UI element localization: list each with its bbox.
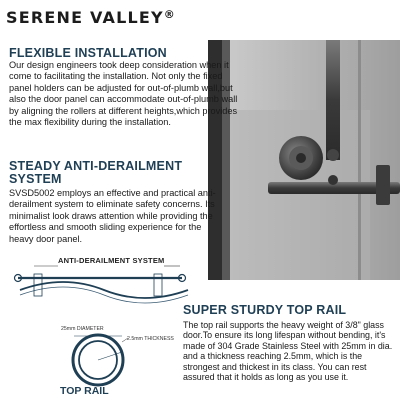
registered-mark: ® (163, 8, 176, 21)
brand-name: SERENE VALLEY (6, 8, 164, 27)
top-rail-body: The top rail supports the heavy weight of 3/8" glass door.To ensure its long lifespan without bending, it's made of 304 Grade Stainless Steel with 25mm in dia. and a thickness reaching 2.5mm, which is the strongest and thickest in its class. You can rest assured that it holds as long as you use it. (183, 320, 393, 383)
diameter-label: 25mm DIAMETER (61, 326, 104, 332)
top-rail-title: SUPER STURDY TOP RAIL (183, 303, 347, 317)
flexible-installation-body: Our design engineers took deep consideration when it come to facilitating the installation. Not only the fixed panel holders can be adjusted for out-of-plumb wall,but also the door panel can accommodate out-of-plumb wall by aligning the rollers at different heights,which provides the max flexibility during the installation. (9, 60, 238, 128)
flexible-installation-title: FLEXIBLE INSTALLATION (9, 46, 167, 60)
anti-derailment-title: STEADY ANTI-DERAILMENT SYSTEM (9, 159, 183, 186)
anti-derailment-diagram-label: ANTI-DERAILMENT SYSTEM (58, 256, 165, 265)
thickness-label: 2.5mm THICKNESS (127, 336, 174, 342)
anti-derailment-body: SVSD5002 employs an effective and practical anti-derailment system to eliminate safety concerns. Its minimalist look draws attention while providing the effortless and smooth sliding experience for the heavy door panel. (9, 188, 216, 244)
top-rail-caption: TOP RAIL (60, 385, 109, 397)
anti-derailment-diagram (4, 262, 204, 397)
brand-logo (6, 8, 176, 27)
